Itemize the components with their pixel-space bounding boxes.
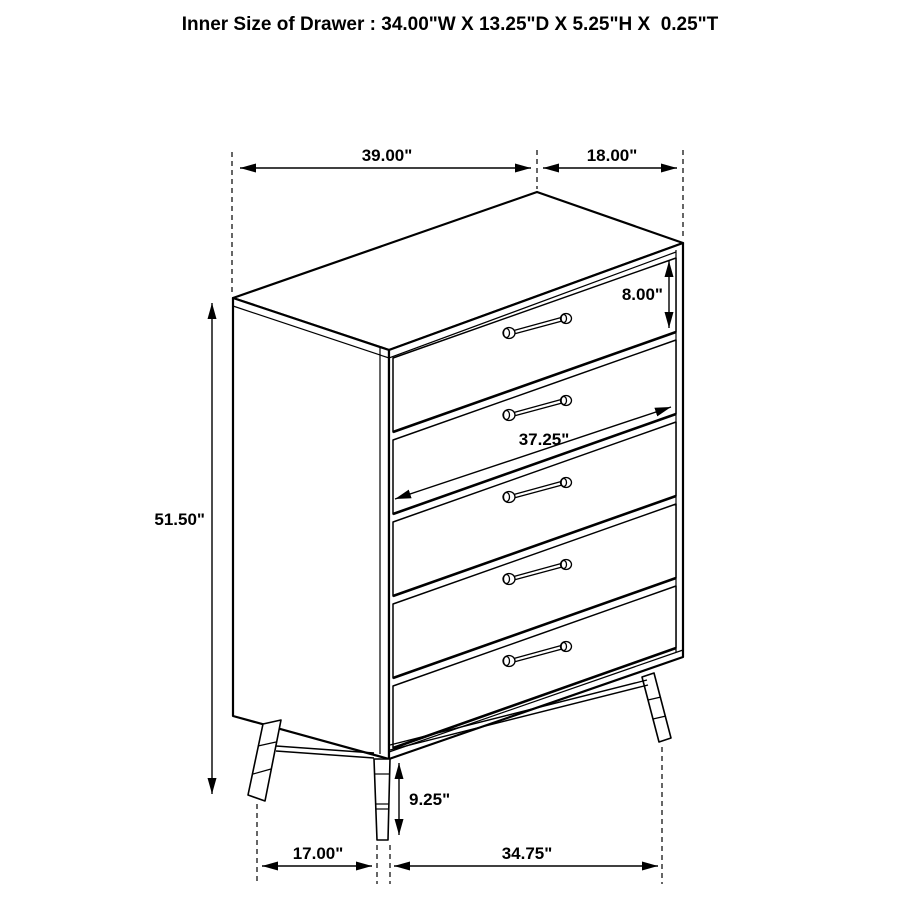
dim-label-base-depth: 17.00" [292, 844, 344, 863]
rear-right-leg [642, 673, 671, 742]
dim-label-overall-height: 51.50" [154, 510, 205, 529]
dim-label-base-width: 34.75" [501, 844, 553, 863]
dim-label-leg-height: 9.25" [409, 790, 451, 809]
front-left-leg [248, 720, 281, 801]
dim-label-drawer-face-height: 8.00" [621, 285, 663, 304]
page-title: Inner Size of Drawer : 34.00"W X 13.25"D X 5.25"H X 0.25"T [181, 14, 719, 35]
dim-label-top-depth: 18.00" [586, 146, 638, 165]
chest-left-side-panel [233, 298, 389, 759]
dim-label-top-width: 39.00" [361, 146, 413, 165]
front-center-leg [374, 759, 390, 840]
dim-label-drawer-face-width: 37.25" [518, 430, 570, 449]
